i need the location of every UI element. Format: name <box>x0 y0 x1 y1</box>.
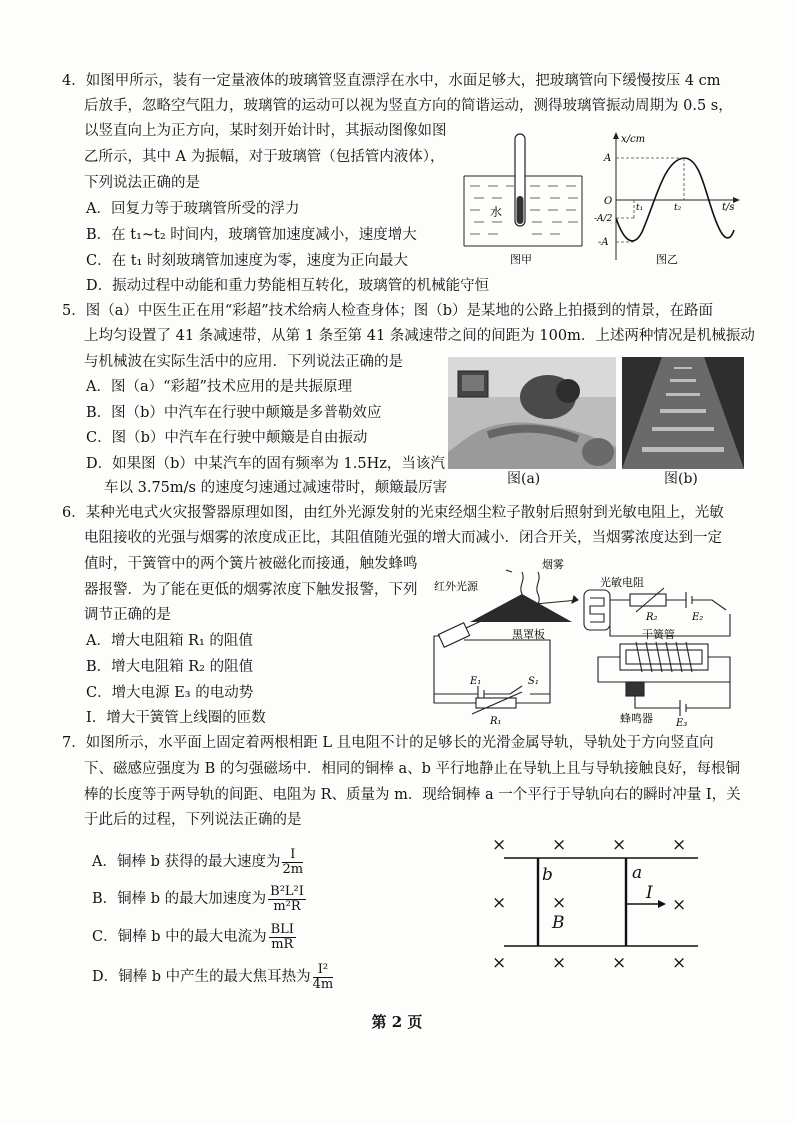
q5-option-b: B．图（b）中汽车在行驶中颠簸是多普勒效应 <box>86 405 382 421</box>
q5-option-c: C．图（b）中汽车在行驶中颠簸是自由振动 <box>86 430 368 446</box>
fraction-numerator: I <box>282 848 303 863</box>
rod-b-label: b <box>542 865 553 885</box>
q7-option-a-text: A．铜棒 b 获得的最大速度为 <box>92 854 281 870</box>
fraction-numerator: I² <box>313 963 334 978</box>
x-tick-t1: t₁ <box>636 203 644 213</box>
q4-figure-yi <box>594 130 744 266</box>
q7-option-a-fraction <box>282 848 303 877</box>
q5-option-a: A．图（a）“彩超”技术应用的是共振原理 <box>86 379 352 395</box>
q7-stem-line-4: 于此后的过程，下列说法正确的是 <box>84 812 302 828</box>
q7-stem-line-2: 下、磁感应强度为 B 的匀强磁场中．相同的铜棒 a、b 平行地静止在导轨上且与导轨接触良好，每根铜 <box>84 761 741 777</box>
q4-stem-line-2: 后放手，忽略空气阻力，玻璃管的运动可以视为竖直方向的简谐运动，测得玻璃管振动周期为 0.5 s， <box>84 98 733 114</box>
field-cross: × <box>672 953 687 973</box>
field-cross: × <box>672 895 687 915</box>
q4-option-b: B．在 t₁~t₂ 时间内，玻璃管加速度减小，速度增大 <box>86 227 417 243</box>
reed-switch-label: 干簧管 <box>642 628 675 641</box>
q7-option-c-text: C．铜棒 b 中的最大电流为 <box>92 929 267 945</box>
q6-circuit <box>430 558 748 726</box>
q5-stem-line-2: 上均匀设置了 41 条减速带，从第 1 条至第 41 条减速带之间的间距为 100m．上述两种情况是机械振动 <box>84 328 755 344</box>
q7-option-d <box>92 962 333 992</box>
q6-stem-line-2: 电阻接收的光强与烟雾的浓度成正比，其阻值随光强的增大而减小．闭合开关，当烟雾浓度达到一定 <box>84 530 722 546</box>
q7-option-b-fraction <box>268 885 306 914</box>
q6-stem-line-3: 值时，干簧管中的两个簧片被磁化而接通，触发蜂鸣 <box>84 556 418 572</box>
black-plate-label: 黑罩板 <box>512 628 545 641</box>
q4-option-a: A．回复力等于玻璃管所受的浮力 <box>86 201 300 217</box>
impulse-label: I <box>646 883 653 903</box>
page-number: 第 2 页 <box>371 1013 423 1031</box>
x-tick-t2: t₂ <box>674 203 682 213</box>
field-cross: × <box>492 893 507 913</box>
x-axis-label: t/s <box>722 202 735 213</box>
q5-photo-a <box>448 357 616 469</box>
field-cross: × <box>612 953 627 973</box>
q7-option-a <box>92 847 303 877</box>
q5-option-d-line-1: D．如果图（b）中某汽车的固有频率为 1.5Hz，当该汽 <box>86 456 445 472</box>
q7-option-d-fraction <box>313 963 334 992</box>
buzzer-label: 蜂鸣器 <box>620 712 653 725</box>
q7-option-d-text: D．铜棒 b 中产生的最大焦耳热为 <box>92 969 311 985</box>
smoke-label: 烟雾 <box>542 558 564 571</box>
origin-label: O <box>604 196 613 207</box>
q4-stem-line-4: 乙所示，其中 A 为振幅，对于玻璃管（包括管内液体）， <box>84 149 445 165</box>
q7-stem-line-3: 棒的长度等于两导轨的间距、电阻为 R、质量为 m．现给铜棒 a 一个平行于导轨向右的瞬时冲量 I，关 <box>84 787 741 803</box>
e3-label: E₃ <box>676 718 688 726</box>
q5-photo-b <box>622 357 744 469</box>
q6-option-a: A．增大电阻箱 R₁ 的阻值 <box>86 633 253 649</box>
field-cross: × <box>552 835 567 855</box>
q5-stem-line-1: 5．图（a）中医生正在用“彩超”技术给病人检查身体；图（b）是某地的公路上拍摄到的情景，在路面 <box>62 303 713 319</box>
y-axis-label: x/cm <box>621 134 646 145</box>
fraction-denominator: m²R <box>273 898 301 914</box>
q4-option-d: D．振动过程中动能和重力势能相互转化，玻璃管的机械能守恒 <box>86 278 490 294</box>
q7-option-b <box>92 884 306 914</box>
field-cross: × <box>492 835 507 855</box>
field-cross: × <box>552 893 567 913</box>
r2-label: R₂ <box>646 612 658 623</box>
q6-option-b: B．增大电阻箱 R₂ 的阻值 <box>86 659 254 675</box>
fraction-denominator: 2m <box>282 861 304 877</box>
photo-resistor-label: 光敏电阻 <box>600 576 644 589</box>
fraction-numerator: BLI <box>270 921 294 937</box>
e2-label: E₂ <box>692 612 704 623</box>
q6-stem-line-1: 6．某种光电式火灾报警器原理如图，由红外光源发射的光束经烟尘粒子散射后照射到光敏电阻上，光敏 <box>62 505 724 521</box>
field-cross: × <box>492 953 507 973</box>
q6-option-c: C．增大电源 E₃ 的电动势 <box>86 685 254 701</box>
q7-option-c <box>92 922 296 952</box>
q6-stem-line-4: 器报警．为了能在更低的烟雾浓度下触发报警，下列 <box>84 582 418 598</box>
q4-figure-jia <box>458 126 588 266</box>
e1-label: E₁ <box>470 676 482 687</box>
fraction-numerator: B²L²I <box>270 883 304 899</box>
y-tick-half-a: -A/2 <box>594 214 613 224</box>
water-label: 水 <box>490 205 503 219</box>
q7-option-b-text: B．铜棒 b 的最大加速度为 <box>92 891 267 907</box>
rod-a-label: a <box>632 863 643 883</box>
y-tick-a: A <box>604 153 612 164</box>
q4-stem-line-5: 下列说法正确的是 <box>84 175 200 191</box>
r1-label: R₁ <box>490 716 502 726</box>
fraction-denominator: mR <box>271 936 294 952</box>
fig-yi-caption: 图乙 <box>656 253 678 266</box>
field-cross: × <box>552 953 567 973</box>
q5-stem-line-3: 与机械波在实际生活中的应用．下列说法正确的是 <box>84 354 403 370</box>
q4-stem-line-1: 4．如图甲所示，装有一定量液体的玻璃管竖直漂浮在水中，水面足够大，把玻璃管向下缓慢按压 4 cm <box>62 73 721 89</box>
photo-b-caption: 图(b) <box>664 471 698 487</box>
fig-jia-caption: 图甲 <box>510 253 532 266</box>
q7-option-c-fraction <box>269 923 296 952</box>
photo-a-caption: 图(a) <box>507 471 541 487</box>
fraction-denominator: 4m <box>312 976 334 992</box>
field-b-label: B <box>552 913 565 933</box>
q7-rails-figure <box>486 830 706 976</box>
q6-stem-line-5: 调节正确的是 <box>84 607 171 623</box>
q5-option-d-line-2: 车以 3.75m/s 的速度匀速通过减速带时，颠簸最厉害 <box>104 480 448 496</box>
q4-option-c: C．在 t₁ 时刻玻璃管加速度为零，速度为正向最大 <box>86 253 408 269</box>
q4-stem-line-3: 以竖直向上为正方向，某时刻开始计时，其振动图像如图 <box>84 123 447 139</box>
y-tick-neg-a: -A <box>598 237 609 248</box>
ir-source-label: 红外光源 <box>434 580 478 593</box>
s1-label: S₁ <box>528 676 539 687</box>
field-cross: × <box>672 835 687 855</box>
field-cross: × <box>612 835 627 855</box>
q7-stem-line-1: 7．如图所示，水平面上固定着两根相距 L 且电阻不计的足够长的光滑金属导轨，导轨处于方向竖直向 <box>62 735 714 751</box>
q6-option-d: I．增大干簧管上线圈的匝数 <box>86 710 266 726</box>
